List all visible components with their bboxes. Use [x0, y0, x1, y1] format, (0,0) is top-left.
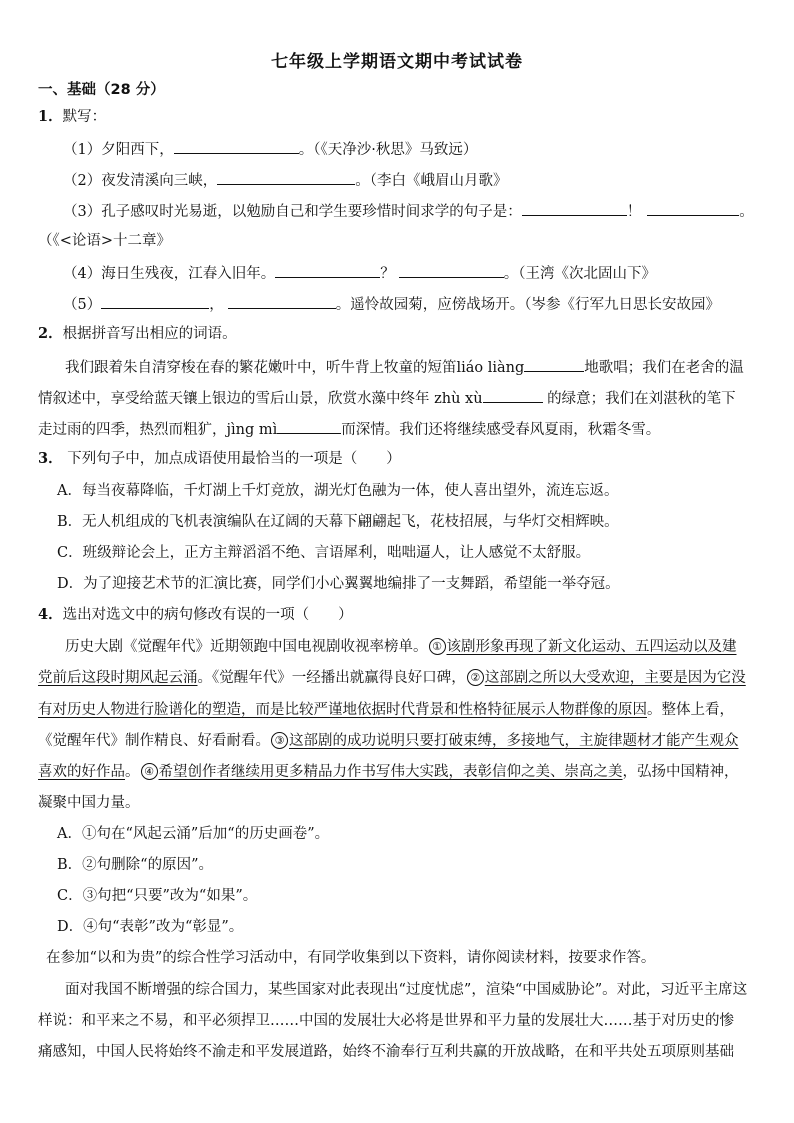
q3-option-c[interactable]: C．班级辩论会上，正方主辩滔滔不绝、言语犀利，咄咄逼人，让人感觉不太舒服。	[57, 545, 591, 561]
q4-option-a[interactable]: A．①句在“风起云涌”后加“的历史画卷”。	[57, 826, 330, 842]
q4-passage-line-6: 凝聚中国力量。	[38, 795, 140, 811]
question-4-stem	[38, 605, 353, 625]
q2-text: 情叙述中，享受给蓝天镶上银边的雪后山景，欣赏水藻中终年 zhù xù	[38, 391, 483, 407]
q4-passage-line-2	[38, 668, 746, 688]
question-3-stem	[38, 449, 401, 469]
passage-text: 历史大剧《觉醒年代》近期领跑中国电视剧收视率榜单。	[65, 639, 428, 655]
q2-paragraph-line-3	[38, 418, 660, 440]
answer-blank[interactable]	[399, 262, 504, 278]
q1-text: 。（《天净沙·秋思》马致远）	[298, 142, 478, 158]
underlined-sentence: 这部剧的成功说明只要打破束缚，多接地气，主旋律题材才能产生观众	[289, 733, 739, 749]
answer-blank[interactable]	[524, 356, 584, 372]
q1-text: 。	[739, 204, 754, 220]
section-heading: 一、基础（28 分）	[38, 82, 165, 98]
passage-text: 。整体上看，	[647, 702, 734, 718]
sentence-marker-3: ③	[271, 732, 288, 749]
underlined-sentence: 喜欢的好作品	[38, 764, 125, 780]
q1-line-4	[63, 262, 656, 284]
underlined-sentence: 有对历史人物进行脸谱化的塑造，而是比较严谨地依据时代背景和性格特征展示人物群像的原因	[38, 702, 647, 718]
underlined-sentence: 希望创作者继续用更多精品力作书写伟大实践，表彰信仰之美、崇高之美	[158, 764, 623, 780]
question-number: 2．	[38, 325, 63, 342]
q4-passage-line-3	[38, 700, 734, 720]
q1-text: （5）	[63, 297, 102, 313]
question-1-stem	[38, 107, 106, 127]
question-number: 4．	[38, 606, 63, 623]
q1-text: （2）夜发清溪向三峡，	[63, 173, 218, 189]
answer-blank[interactable]	[101, 293, 209, 309]
question-text: 选出对选文中的病句修改有误的一项（ ）	[62, 607, 353, 623]
underlined-sentence: 该剧形象再现了新文化运动、五四运动以及建	[446, 639, 737, 655]
q1-text: （4）海日生残夜，江春入旧年。	[63, 266, 276, 282]
question-text: 默写：	[62, 109, 107, 125]
passage-text: ，弘扬中国精神，	[622, 764, 739, 780]
q2-text: 的绿意；我们在刘湛秋的笔下	[542, 391, 736, 407]
q1-text: 。（王湾《次北固山下》	[503, 266, 656, 282]
answer-blank[interactable]	[647, 200, 739, 216]
q4-passage-line-1	[65, 637, 737, 657]
q1-text: ？	[380, 266, 395, 282]
q1-line-1	[63, 138, 477, 160]
material-intro: 在参加“以和为贵”的综合性学习活动中，有同学收集到以下资料，请你阅读材料，按要求作答。	[46, 950, 656, 966]
passage-text: 。	[125, 764, 140, 780]
sentence-marker-1: ①	[429, 638, 446, 655]
q1-text: ，	[209, 297, 224, 313]
question-text: 根据拼音写出相应的词语。	[62, 326, 237, 342]
q3-option-a[interactable]: A．每当夜幕降临，千灯湖上千灯竞放，湖光灯色融为一体，使人喜出望外，流连忘返。	[57, 483, 619, 499]
q3-option-d[interactable]: D．为了迎接艺术节的汇演比赛，同学们小心翼翼地编排了一支舞蹈，希望能一举夺冠。	[57, 576, 620, 592]
answer-blank[interactable]	[275, 262, 380, 278]
q1-line-5	[63, 293, 720, 315]
q2-text: 走过雨的四季，热烈而粗犷，jìng mì	[38, 422, 278, 438]
passage-text: 。《觉醒年代》一经播出就赢得良好口碑，	[197, 670, 466, 686]
q1-text: 。（李白《峨眉山月歌》	[355, 173, 508, 189]
sentence-marker-4: ④	[141, 763, 158, 780]
q3-option-b[interactable]: B．无人机组成的飞机表演编队在辽阔的天幕下翩翩起飞，花枝招展，与华灯交相辉映。	[57, 514, 619, 530]
q2-text: 我们跟着朱自清穿梭在春的繁花嫩叶中，听牛背上牧童的短笛liáo liàng	[65, 360, 525, 376]
question-text: 下列句子中，加点成语使用最恰当的一项是（ ）	[62, 451, 401, 467]
answer-blank[interactable]	[228, 293, 336, 309]
q1-line-2	[63, 169, 507, 191]
material-line-1: 面对我国不断增强的综合国力，某些国家对此表现出“过度忧虑”，渲染“中国威胁论”。对此，习近平主席这	[65, 982, 748, 998]
material-line-3: 痛感知，中国人民将始终不渝走和平发展道路，始终不渝奉行互利共赢的开放战略，在和平共处五项原则基础	[38, 1044, 734, 1060]
q2-paragraph-line-2	[38, 387, 736, 409]
q4-option-c[interactable]: C．③句把“只要”改为“如果”。	[57, 888, 258, 904]
material-line-2: 样说：和平来之不易，和平必须捍卫……中国的发展壮大必将是世界和平力量的发展壮大……基于对历史的惨	[38, 1013, 734, 1029]
q4-option-b[interactable]: B．②句删除“的原因”。	[57, 857, 213, 873]
q1-text: （1）夕阳西下，	[63, 142, 174, 158]
underlined-sentence: 党前后这段时期风起云涌	[38, 670, 198, 686]
sentence-marker-2: ②	[467, 669, 484, 686]
q2-paragraph-line-1	[65, 356, 744, 378]
answer-blank[interactable]	[522, 200, 627, 216]
underlined-sentence: 这部剧之所以大受欢迎，主要是因为它没	[484, 670, 746, 686]
q4-passage-line-5	[38, 762, 739, 782]
question-number: 3．	[38, 450, 63, 467]
answer-blank[interactable]	[277, 418, 341, 434]
passage-text: 《觉醒年代》制作精良、好看耐看。	[38, 733, 270, 749]
q4-passage-line-4	[38, 731, 739, 751]
q1-text: 。遥怜故园菊，应傍战场开。（岑参《行军九日思长安故园》	[335, 297, 720, 313]
q1-line-3	[63, 200, 754, 222]
page-title: 七年级上学期语文期中考试试卷	[271, 52, 523, 72]
question-number: 1．	[38, 108, 63, 125]
answer-blank[interactable]	[174, 138, 299, 154]
q1-text: （3）孔子感叹时光易逝，以勉励自己和学生要珍惜时间求学的句子是：	[63, 204, 522, 220]
q2-text: 而深情。我们还将继续感受春风夏雨，秋霜冬雪。	[341, 422, 661, 438]
q4-option-d[interactable]: D．④句“表彰”改为“彰显”。	[57, 919, 244, 935]
answer-blank[interactable]	[483, 387, 543, 403]
question-2-stem	[38, 324, 237, 344]
q1-text: ！	[626, 204, 642, 220]
q2-text: 地歌唱；我们在老舍的温	[584, 360, 744, 376]
answer-blank[interactable]	[217, 169, 355, 185]
q1-line-3-source: （《<论语>十二章》	[38, 233, 172, 249]
